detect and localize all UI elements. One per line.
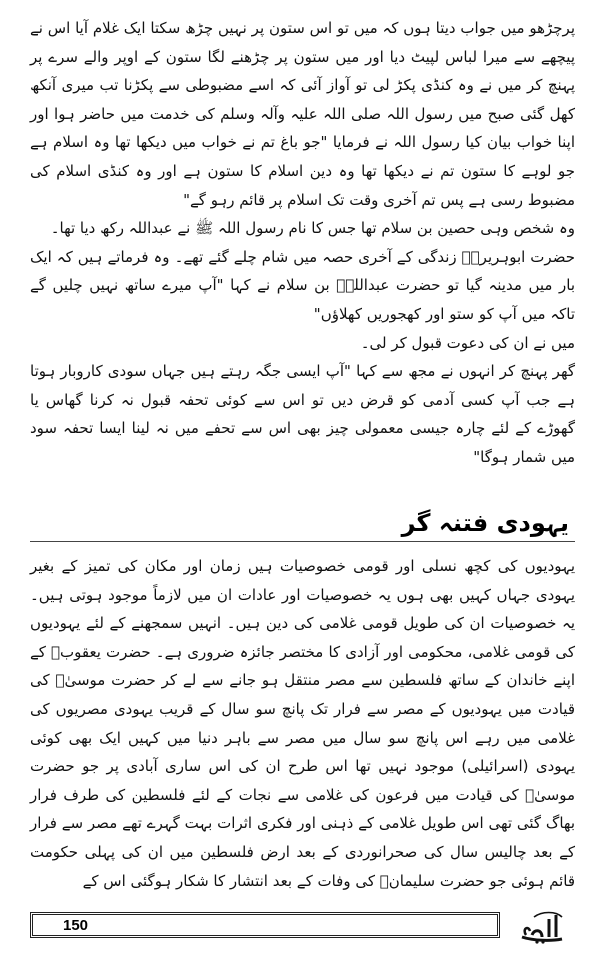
- top-text-section: [30, 14, 575, 472]
- paragraph-abu-hurairah-visit: حضرت ابوہریرہؓ زندگی کے آخری حصہ میں شام چلے گئے تھے۔ وہ فرماتے ہیں کہ ایک بار میں مدینہ گیا تو حضرت عبداللہؓ بن سلام نے کہا "آپ میرے ساتھ نہیں چلیں گے تاکہ میں آپ کو ستو اور کھجوریں کھلاؤں": [30, 247, 575, 323]
- paragraph-invitation-accepted: میں نے ان کی دعوت قبول کر لی۔: [360, 333, 575, 352]
- al-ameen-logo-icon: [510, 906, 572, 946]
- paragraph-jewish-characteristics: یہودیوں کی کچھ نسلی اور قومی خصوصیات ہیں زمان اور مکان کی تمیز کے بغیر یہودی جہاں کہیں بھی ہوں یہ خصوصیات اور عادات ان میں لازماً موجود ہوتی ہیں۔ یہ خصوصیات ان کی طویل قومی غلامی کی دین ہیں۔ انہیں سمجھنے کے لئے یہودیوں کی قومی غلامی، محکومی اور آزادی کا مختصر جائزہ ضروری ہے۔ حضرت یعقوبؑ کے اپنے خاندان کے ساتھ فلسطین سے مصر منتقل ہو جانے سے لے کر حضرت موسیٰؑ کی قیادت میں یہودیوں کے مصر سے فرار تک پانچ سو سال کے قریب یہودی مصریوں کی غلامی میں رہے اس پانچ سو سال میں مصر سے باہر دنیا میں کہیں ایک بھی کوئی یہودی (اسرائیلی) موجود نہیں تھا اس طرح ان کی اس ساری آبادی پر جو حضرت موسیٰؑ کی قیادت میں فرعون کی غلامی سے نجات کے لئے فلسطین کی طرف فرار بھاگ گئی تھی اس طویل غلامی کے ذہنی اور فکری اثرات بہت گہرے تھے مصر سے فرار کے بعد چالیس سال کی صحرانوردی کے بعد ارض فلسطین میں ان کی پہلی حکومت قائم ہوئی جو حضرت سلیمانؑ کی وفات کے بعد انتشار کا شکار ہوگئی اس کے: [30, 557, 575, 890]
- body-text-section: [30, 552, 575, 895]
- page-number: 150: [63, 917, 89, 934]
- section-heading-block: [30, 505, 575, 545]
- paragraph-dream-narration: پرچڑھو میں جواب دیتا ہوں کہ میں تو اس ستون پر نہیں چڑھ سکتا ایک غلام آیا اس نے پیچھے سے میرا لباس لپیٹ دیا اور میں ستون پر چڑھنے لگا ستون کے اوپر والے سرے پر پہنچ کر میں نے وہ کنڈی پکڑ لی تو آواز آئی کہ اسے مضبوطی سے پکڑنا تب میری آنکھ کھل گئی صبح میں رسول اللہ صلی اللہ علیہ وآلہ وسلم کی خدمت میں حاضر ہوا اور اپنا خواب بیان کیا رسول اللہ نے فرمایا "جو باغ تم نے خواب میں دیکھا تھا وہ اسلام ہے جو لوہے کا ستون تم نے دیکھا تھا وہ دین اسلام کا ستون ہے اور وہ کنڈی اسلام کی مضبوط رسی ہے پس تم آخری وقت تک اسلام پر قائم رہو گے": [30, 19, 575, 209]
- paragraph-usury-warning: گھر پہنچ کر انہوں نے مجھ سے کہا "آپ ایسی جگہ رہتے ہیں جہاں سودی کاروبار ہوتا ہے جب آپ کسی آدمی کو قرض دیں تو اس سے کوئی تحفہ قبول نہ کرنا گھاس یا گھوڑے کے لئے چارہ جیسی معمولی چیز بھی اس سے تحفے میں نہ لینا ایسا تحفہ سود میں شمار ہوگا": [30, 362, 575, 466]
- footer-frame: [30, 912, 500, 938]
- section-heading: یہودی فتنہ گر: [401, 509, 569, 537]
- page-footer: [30, 906, 572, 946]
- heading-underline: [30, 541, 575, 542]
- paragraph-husain-bin-salam: وہ شخص وہی حصین بن سلام تھا جس کا نام رسول اللہ ﷺ نے عبداللہ رکھ دیا تھا۔: [50, 219, 575, 238]
